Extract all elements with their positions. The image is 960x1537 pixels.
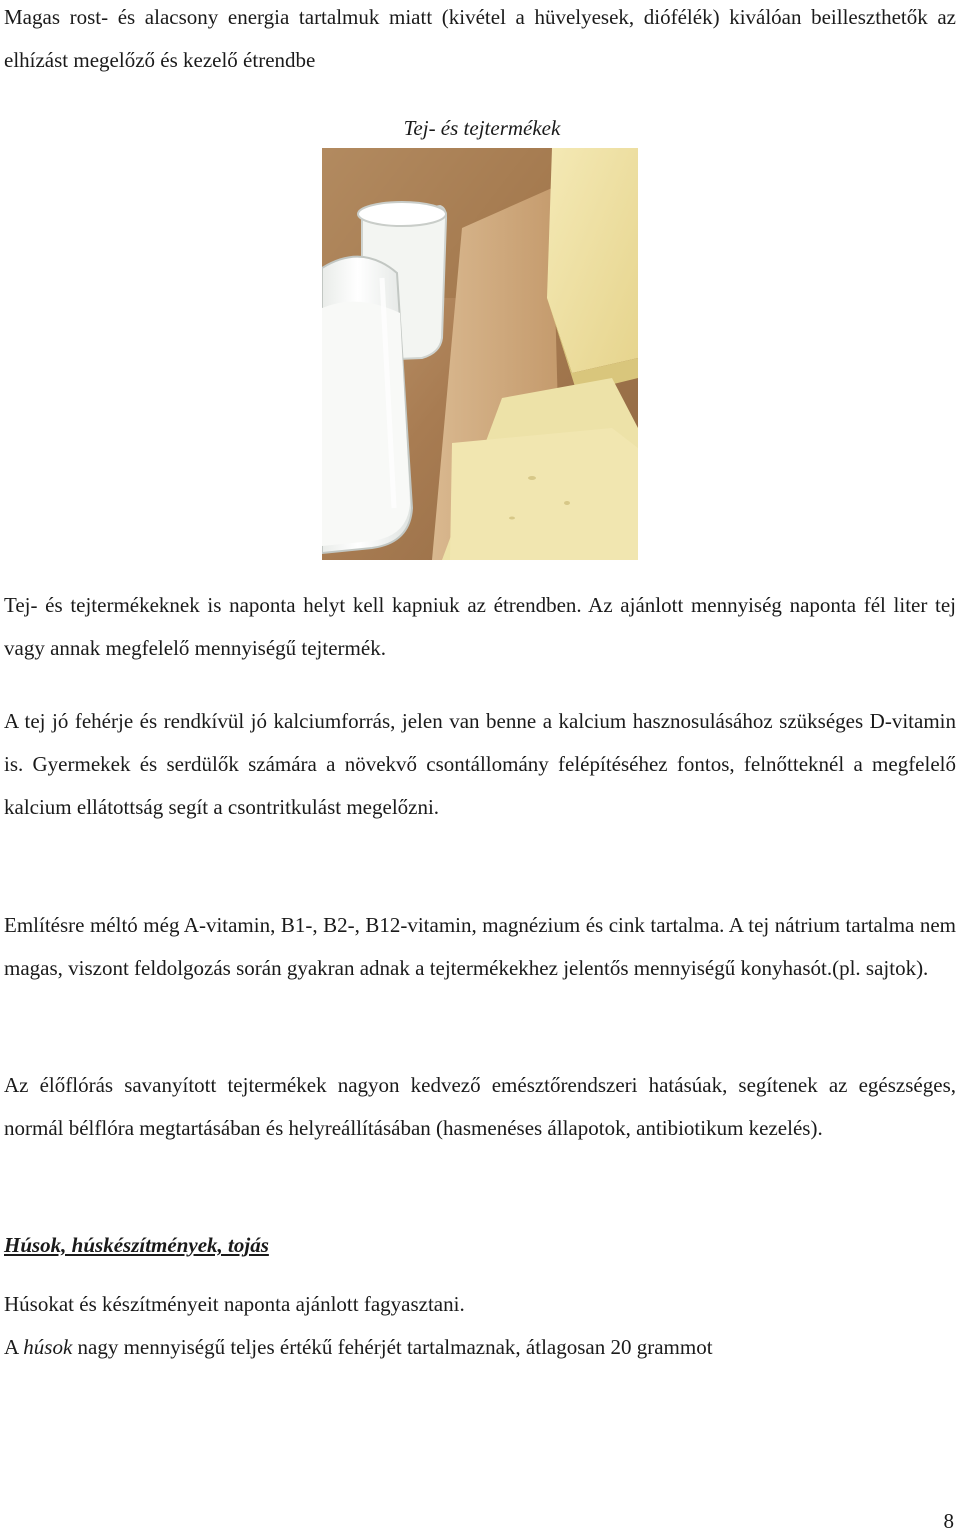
dairy-products-photo [322, 148, 638, 560]
dairy-paragraph-4: Az élőflórás savanyított tejtermékek nagyon kedvező emésztőrendszeri hatásúak, segítenek az egészséges, normál bélflóra megtartásában és helyreállításában (hasmenéses állapotok, antibiotikum kezelés). [4, 1073, 956, 1140]
dairy-paragraph-2: A tej jó fehérje és rendkívül jó kalciumforrás, jelen van benne a kalcium hasznosulásához szükséges D-vitamin is. Gyermekek és serdülők számára a növekvő csontállomány felépítéséhez fontos, felnőtteknél a megfelelő kalcium ellátottság segít a csontritkulást megelőzni. [4, 709, 956, 819]
page-number: 8 [943, 1509, 954, 1533]
section-caption [0, 111, 960, 145]
meat-paragraph-2 [4, 1326, 956, 1369]
meat-paragraph-2-start: A [4, 1335, 24, 1359]
meat-section-heading: Húsok, húskészítmények, tojás [4, 1233, 269, 1257]
meat-paragraph-2-emphasis: húsok [23, 1335, 73, 1359]
dairy-paragraph-3: Említésre méltó még A-vitamin, B1-, B2-, B12-vitamin, magnézium és cink tartalma. A tej nátrium tartalma nem magas, viszont feldolgozás során gyakran adnak a tejtermékekhez jelentős mennyiségű konyhasót.(pl. sajtok). [4, 913, 956, 980]
intro-paragraph: Magas rost- és alacsony energia tartalmuk miatt (kivétel a hüvelyesek, diófélék) kiválóan beilleszthetők az elhízást megelőző és kezelő étrendbe [4, 5, 956, 72]
dairy-paragraph-1: Tej- és tejtermékeknek is naponta helyt kell kapniuk az étrendben. Az ajánlott mennyiség naponta fél liter tej vagy annak megfelelő mennyiségű tejtermék. [4, 593, 956, 660]
meat-paragraph-2-end: nagy mennyiségű teljes értékű fehérjét tartalmaznak, átlagosan 20 grammot [72, 1335, 713, 1359]
meat-paragraph-1: Húsokat és készítményeit naponta ajánlott fagyasztani. [4, 1292, 465, 1316]
milk [322, 302, 410, 546]
section-caption-text: Tej- és tejtermékek [403, 116, 561, 140]
